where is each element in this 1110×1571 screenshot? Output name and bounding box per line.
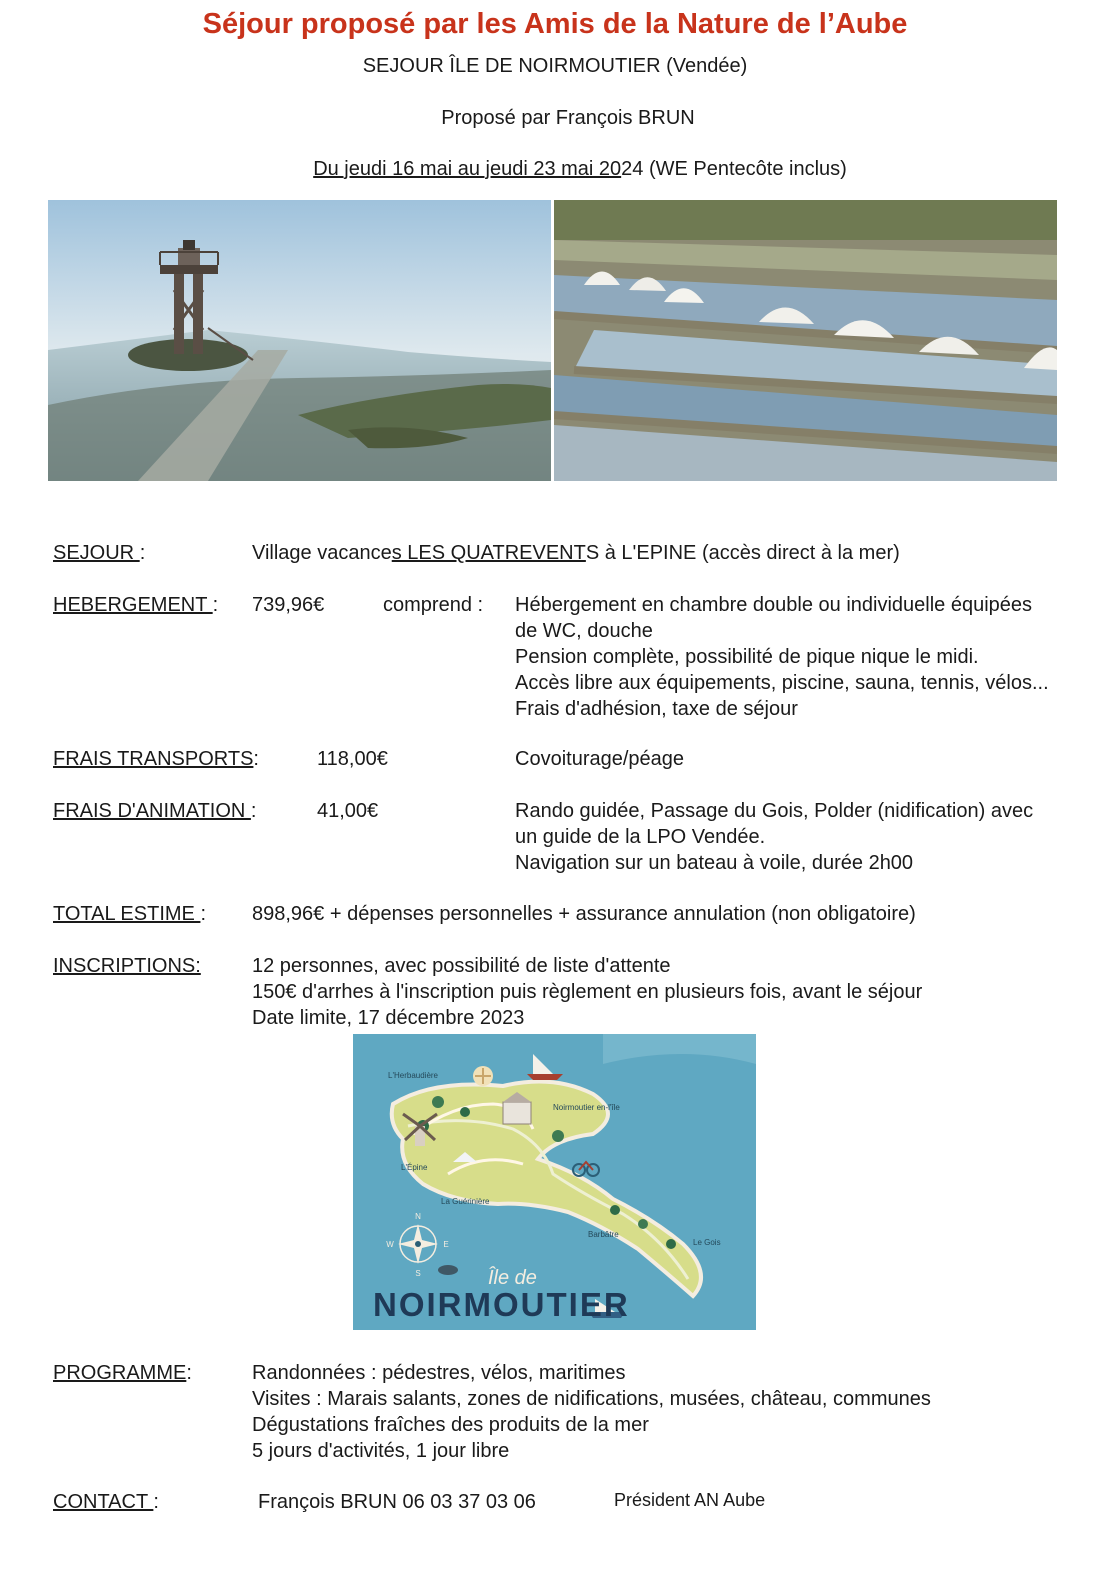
hebergement-colon: : — [212, 594, 219, 616]
document-title: Séjour proposé par les Amis de la Nature de l’Aube — [202, 8, 908, 40]
sejour-label-group — [53, 540, 145, 566]
sejour-text — [252, 540, 900, 566]
animation-details — [515, 798, 1033, 876]
contact-name-phone: François BRUN 06 03 37 03 06 — [258, 1491, 536, 1513]
salt-marsh-photo — [554, 200, 1057, 481]
compass-n: N — [415, 1212, 421, 1221]
hebergement-line: Hébergement en chambre double ou individuelle équipées — [515, 594, 1033, 616]
programme-colon: : — [186, 1362, 192, 1384]
map-big-title: NOIRMOUTIER — [373, 1286, 630, 1323]
stay-dates-underlined: Du jeudi 16 mai au jeudi 23 mai 20 — [313, 158, 622, 180]
hebergement-label: HEBERGEMENT — [53, 594, 213, 616]
animation-colon: : — [250, 800, 257, 822]
proposed-by: Proposé par François BRUN — [441, 107, 695, 129]
map-script-title: Île de — [488, 1267, 537, 1289]
hebergement-details — [515, 592, 1049, 722]
stay-subtitle: SEJOUR ÎLE DE NOIRMOUTIER (Vendée) — [362, 55, 748, 77]
sejour-label: SEJOUR — [53, 542, 140, 564]
compass-e: E — [443, 1240, 449, 1249]
transports-label: FRAIS TRANSPORTS — [53, 748, 254, 770]
contact-role: Président AN Aube — [614, 1490, 766, 1510]
programme-line: Randonnées : pédestres, vélos, maritimes — [252, 1362, 626, 1384]
programme-line: 5 jours d'activités, 1 jour libre — [252, 1440, 510, 1462]
transports-price: 118,00€ — [317, 748, 388, 770]
transports-label-group — [53, 746, 259, 772]
hebergement-line: Frais d'adhésion, taxe de séjour — [515, 698, 798, 720]
hebergement-line: Accès libre aux équipements, piscine, sauna, tennis, vélos... — [515, 672, 1049, 694]
inscriptions-line: Date limite, 17 décembre 2023 — [252, 1007, 525, 1029]
inscriptions-label: INSCRIPTIONS: — [53, 955, 201, 977]
contact-label: CONTACT — [53, 1491, 154, 1513]
map-label-le-gois: Le Gois — [693, 1238, 721, 1247]
map-label-barbatre: Barbâtre — [588, 1230, 619, 1239]
hebergement-line: Pension complète, possibilité de pique nique le midi. — [515, 646, 979, 668]
sejour-text-pre: Village vacance — [252, 542, 392, 564]
hebergement-comprend: comprend : — [383, 594, 484, 616]
animation-line: un guide de la LPO Vendée. — [515, 826, 766, 848]
programme-details — [252, 1360, 931, 1464]
sejour-village-name: s LES QUATREVENT — [391, 542, 586, 564]
contact-colon: : — [153, 1491, 159, 1513]
stay-dates — [0, 158, 1110, 181]
gois-beacon-photo — [48, 200, 551, 481]
animation-label-group — [53, 798, 256, 824]
hebergement-label-group — [53, 592, 218, 618]
stay-dates-rest: 24 (WE Pentecôte inclus) — [621, 158, 847, 180]
total-colon: : — [200, 903, 206, 925]
total-label-group — [53, 901, 206, 927]
hebergement-price: 739,96€ — [252, 594, 325, 616]
compass-w: W — [386, 1240, 394, 1249]
inscriptions-line: 150€ d'arrhes à l'inscription puis règlement en plusieurs fois, avant le séjour — [252, 981, 923, 1003]
noirmoutier-map — [353, 1034, 756, 1330]
transports-text: Covoiturage/péage — [515, 748, 685, 770]
contact-label-group — [53, 1489, 159, 1515]
programme-line: Dégustations fraîches des produits de la mer — [252, 1414, 649, 1436]
programme-label: PROGRAMME — [53, 1362, 187, 1384]
inscriptions-details — [252, 953, 922, 1031]
total-label: TOTAL ESTIME — [53, 903, 201, 925]
map-label-noirmoutier: Noirmoutier en-l'île — [553, 1103, 620, 1112]
compass-s: S — [415, 1269, 421, 1278]
total-text: 898,96€ + dépenses personnelles + assurance annulation (non obligatoire) — [252, 903, 916, 925]
animation-label: FRAIS D'ANIMATION — [53, 800, 251, 822]
animation-line: Navigation sur un bateau à voile, durée 2h00 — [515, 852, 914, 874]
map-label-herbaudiere: L'Herbaudière — [388, 1071, 439, 1080]
programme-label-group — [53, 1360, 192, 1386]
inscriptions-line: 12 personnes, avec possibilité de liste d'attente — [252, 955, 671, 977]
map-label-gueriniere: La Guérinière — [441, 1197, 490, 1206]
animation-line: Rando guidée, Passage du Gois, Polder (nidification) avec — [515, 800, 1034, 822]
hebergement-line: de WC, douche — [515, 620, 653, 642]
programme-line: Visites : Marais salants, zones de nidifications, musées, château, communes — [252, 1388, 931, 1410]
animation-price: 41,00€ — [317, 800, 379, 822]
map-label-epine: L'Épine — [401, 1163, 428, 1172]
sejour-text-post: S à L'EPINE (accès direct à la mer) — [585, 542, 900, 564]
transports-colon: : — [253, 748, 259, 770]
sejour-colon: : — [139, 542, 146, 564]
